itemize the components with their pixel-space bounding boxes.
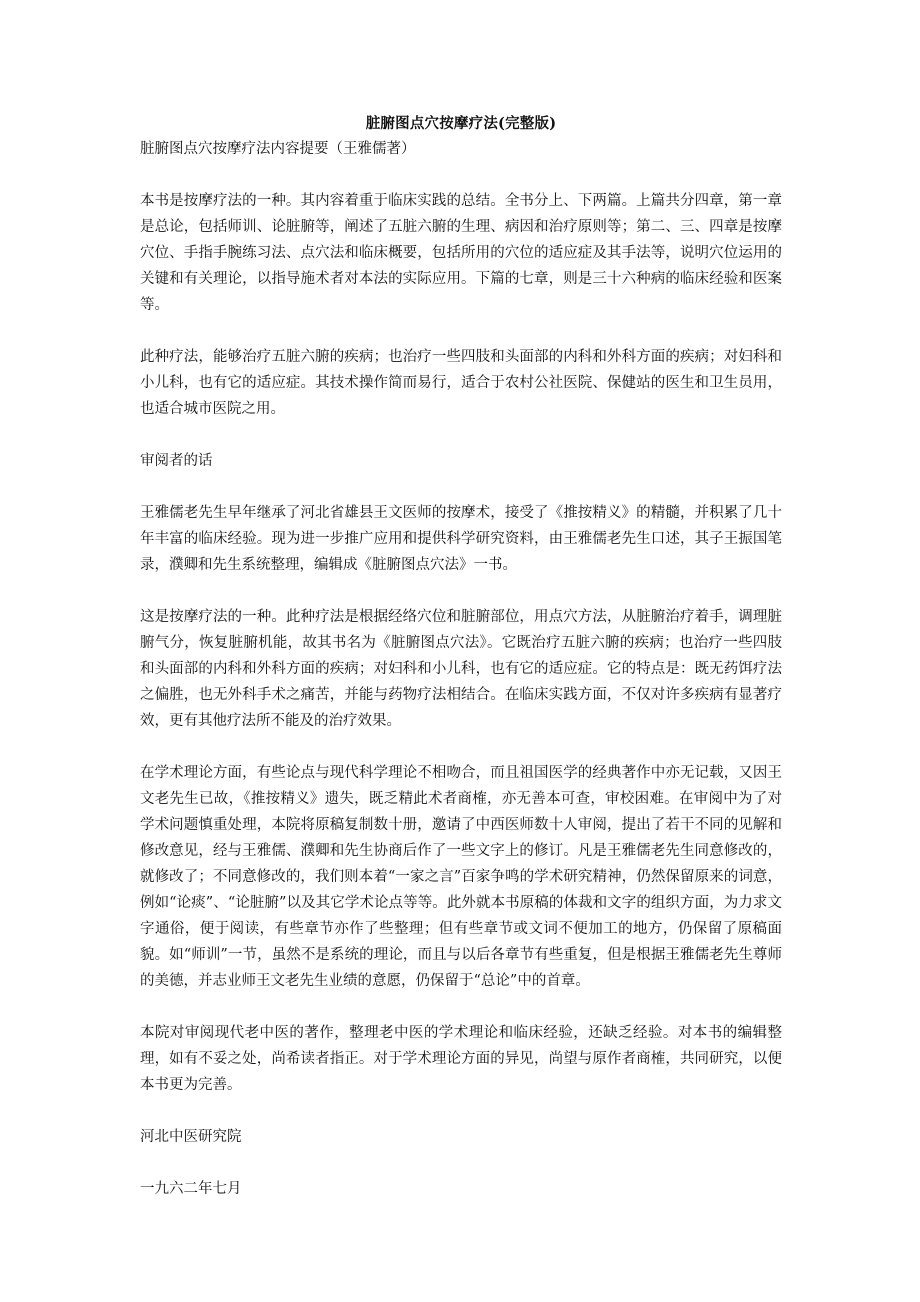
signature-organization: 河北中医研究院 — [140, 1129, 242, 1145]
reviewer-paragraph-4: 本院对审阅现代老中医的著作，整理老中医的学术理论和临床经验，还缺乏经验。对本书的编辑整理，如有不妥之处，尚希读者指正。对于学术理论方面的异见，尚望与原作者商榷，共同研究，以便本书更为完善。 — [140, 1025, 782, 1093]
signature-date: 一九六二年七月 — [140, 1181, 242, 1197]
document-title: 脏腑图点穴按摩疗法(完整版) — [365, 115, 557, 132]
summary-paragraph-1: 本书是按摩疗法的一种。其内容着重于临床实践的总结。全书分上、下两篇。上篇共分四章，第一章是总论，包括师训、论脏腑等，阐述了五脏六腑的生理、病因和治疗原则等；第二、三、四章是按摩穴位、手指手腕练习法、点穴法和临床概要，包括所用的穴位的适应症及其手法等，说明穴位运用的关键和有关理论，以指导施术者对本法的实际应用。下篇的七章，则是三十六种病的临床经验和医案等。 — [140, 193, 782, 313]
reviewer-paragraph-3: 在学术理论方面，有些论点与现代科学理论不相吻合，而且祖国医学的经典著作中亦无记载，又因王文老先生已故，《推按精义》遗失，既乏精此术者商榷，亦无善本可查，审校困难。在审阅中为了对学术问题慎重处理，本院将原稿复制数十册，邀请了中西医师数十人审阅，提出了若干不同的见解和修改意见，经与王雅儒、濮卿和先生协商后作了一些文字上的修订。凡是王雅儒老先生同意修改的，就修改了；不同意修改的，我们则本着“一家之言”百家争鸣的学术研究精神，仍然保留原来的词意，例如“论痰”、“论脏腑”以及其它学术论点等等。此外就本书原稿的体裁和文字的组织方面，为力求文字通俗，便于阅读，有些章节亦作了些整理；但有些章节或文词不便加工的地方，仍保留了原稿面貌。如“师训”一节，虽然不是系统的理论，而且与以后各章节有些重复，但是根据王雅儒老先生尊师的美德，并志业师王文老先生业绩的意愿，仍保留于“总论”中的首章。 — [140, 765, 782, 989]
reviewer-heading: 审阅者的话 — [140, 453, 213, 469]
summary-paragraph-2: 此种疗法，能够治疗五脏六腑的疾病；也治疗一些四肢和头面部的内科和外科方面的疾病；对妇科和小儿科，也有它的适应症。其技术操作简而易行，适合于农村公社医院、保健站的医生和卫生员用，也适合城市医院之用。 — [140, 349, 782, 417]
reviewer-paragraph-2: 这是按摩疗法的一种。此种疗法是根据经络穴位和脏腑部位，用点穴方法，从脏腑治疗着手，调理脏腑气分，恢复脏腑机能，故其书名为《脏腑图点穴法》。它既治疗五脏六腑的疾病；也治疗一些四肢和头面部的内科和外科方面的疾病；对妇科和小儿科，也有它的适应症。它的特点是：既无药饵疗法之偏胜，也无外科手术之痛苦，并能与药物疗法相结合。在临床实践方面，不仅对许多疾病有显著疗效，更有其他疗法所不能及的治疗效果。 — [140, 609, 782, 729]
document-subtitle: 脏腑图点穴按摩疗法内容提要（王雅儒著） — [140, 141, 416, 157]
document-page — [140, 112, 782, 1228]
reviewer-paragraph-1: 王雅儒老先生早年继承了河北省雄县王文医师的按摩术，接受了《推按精义》的精髓，并积累了几十年丰富的临床经验。现为进一步推广应用和提供科学研究资料，由王雅儒老先生口述，其子王振国笔录，濮卿和先生系统整理，编辑成《脏腑图点穴法》一书。 — [140, 505, 782, 573]
